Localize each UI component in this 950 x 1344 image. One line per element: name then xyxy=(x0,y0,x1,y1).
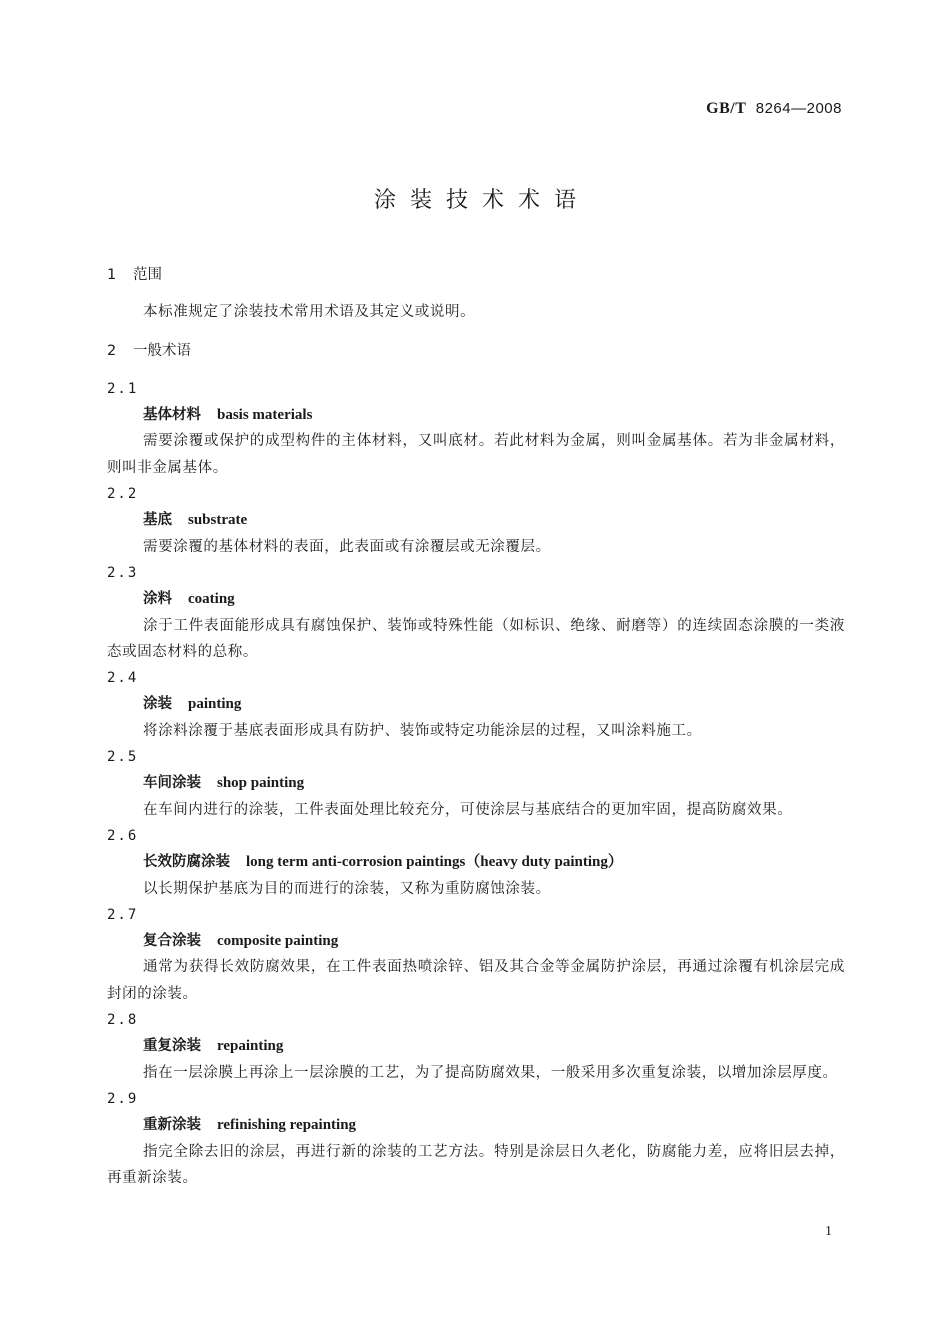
term-heading xyxy=(107,770,845,796)
term-chinese: 长效防腐涂装 xyxy=(143,854,230,871)
term-number: 2.1 xyxy=(107,380,139,397)
standard-code xyxy=(706,100,842,118)
term-number: 2.9 xyxy=(107,1090,139,1107)
term-entry xyxy=(107,560,845,665)
term-heading xyxy=(107,928,845,954)
section-heading-general-terms xyxy=(107,338,845,364)
term-english: repainting xyxy=(217,1038,284,1055)
term-definition: 以长期保护基底为目的而进行的涂装，又称为重防腐蚀涂装。 xyxy=(143,880,551,897)
term-number: 2.3 xyxy=(107,564,139,581)
term-heading xyxy=(107,507,845,533)
term-english: long term anti-corrosion paintings（heavy duty painting） xyxy=(246,854,623,871)
term-chinese: 重复涂装 xyxy=(143,1038,201,1055)
section-number: 2 xyxy=(107,342,117,359)
terms-list xyxy=(107,376,845,1191)
standard-code-number: 8264—2008 xyxy=(755,100,842,117)
term-entry xyxy=(107,1086,845,1191)
section-number: 1 xyxy=(107,267,117,283)
term-heading xyxy=(107,1112,845,1138)
term-english: substrate xyxy=(188,512,248,529)
term-entry xyxy=(107,1007,845,1086)
term-chinese: 涂装 xyxy=(143,696,172,713)
section-label: 一般术语 xyxy=(133,342,191,359)
term-definition: 将涂料涂覆于基底表面形成具有防护、装饰或特定功能涂层的过程，又叫涂料施工。 xyxy=(143,722,702,739)
term-chinese: 涂料 xyxy=(143,591,172,608)
term-english: composite painting xyxy=(217,933,339,950)
term-number: 2.4 xyxy=(107,670,139,687)
term-heading xyxy=(107,402,845,428)
term-chinese: 车间涂装 xyxy=(143,775,201,792)
term-definition: 指完全除去旧的涂层，再进行新的涂装的工艺方法。特别是涂层日久老化，防腐能力差，应将旧层去掉，再重新涂装。 xyxy=(107,1143,845,1186)
term-definition: 在车间内进行的涂装，工件表面处理比较充分，可使涂层与基底结合的更加牢固，提高防腐效果。 xyxy=(143,801,793,818)
standard-code-prefix: GB/T xyxy=(706,100,747,117)
term-entry xyxy=(107,823,845,902)
term-entry xyxy=(107,902,845,1007)
term-heading xyxy=(107,849,845,875)
term-number: 2.6 xyxy=(107,827,139,844)
term-number: 2.8 xyxy=(107,1012,139,1029)
term-english: painting xyxy=(188,696,242,713)
document-title: 涂装技术术语 xyxy=(373,188,590,213)
term-entry xyxy=(107,376,845,481)
page-number: 1 xyxy=(825,1224,832,1239)
term-heading xyxy=(107,586,845,612)
term-english: shop painting xyxy=(217,775,305,792)
term-entry xyxy=(107,481,845,560)
term-heading xyxy=(107,691,845,717)
term-entry xyxy=(107,744,845,823)
term-number: 2.7 xyxy=(107,906,139,923)
term-definition: 涂于工件表面能形成具有腐蚀保护、装饰或特殊性能（如标识、绝缘、耐磨等）的连续固态涂膜的一类液态或固态材料的总称。 xyxy=(107,617,845,660)
term-entry xyxy=(107,665,845,744)
section-heading-scope xyxy=(107,262,845,288)
term-definition: 指在一层涂膜上再涂上一层涂膜的工艺，为了提高防腐效果，一般采用多次重复涂装，以增加涂层厚度。 xyxy=(143,1064,838,1081)
term-number: 2.5 xyxy=(107,749,139,766)
term-chinese: 重新涂装 xyxy=(143,1117,201,1134)
term-chinese: 基底 xyxy=(143,512,172,529)
term-number: 2.2 xyxy=(107,486,139,503)
section-label: 范围 xyxy=(133,267,162,283)
term-english: coating xyxy=(188,591,235,608)
term-heading xyxy=(107,1033,845,1059)
term-chinese: 复合涂装 xyxy=(143,933,201,950)
term-chinese: 基体材料 xyxy=(143,407,201,424)
term-definition: 通常为获得长效防腐效果，在工件表面热喷涂锌、铝及其合金等金属防护涂层，再通过涂覆有机涂层完成封闭的涂装。 xyxy=(107,959,845,1002)
term-english: refinishing repainting xyxy=(217,1117,357,1134)
scope-paragraph: 本标准规定了涂装技术常用术语及其定义或说明。 xyxy=(143,304,476,321)
term-definition: 需要涂覆或保护的成型构件的主体材料，又叫底材。若此材料为金属，则叫金属基体。若为非金属材料，则叫非金属基体。 xyxy=(107,433,845,476)
term-definition: 需要涂覆的基体材料的表面，此表面或有涂覆层或无涂覆层。 xyxy=(143,538,551,555)
term-english: basis materials xyxy=(217,407,313,424)
document-body xyxy=(107,262,845,1191)
